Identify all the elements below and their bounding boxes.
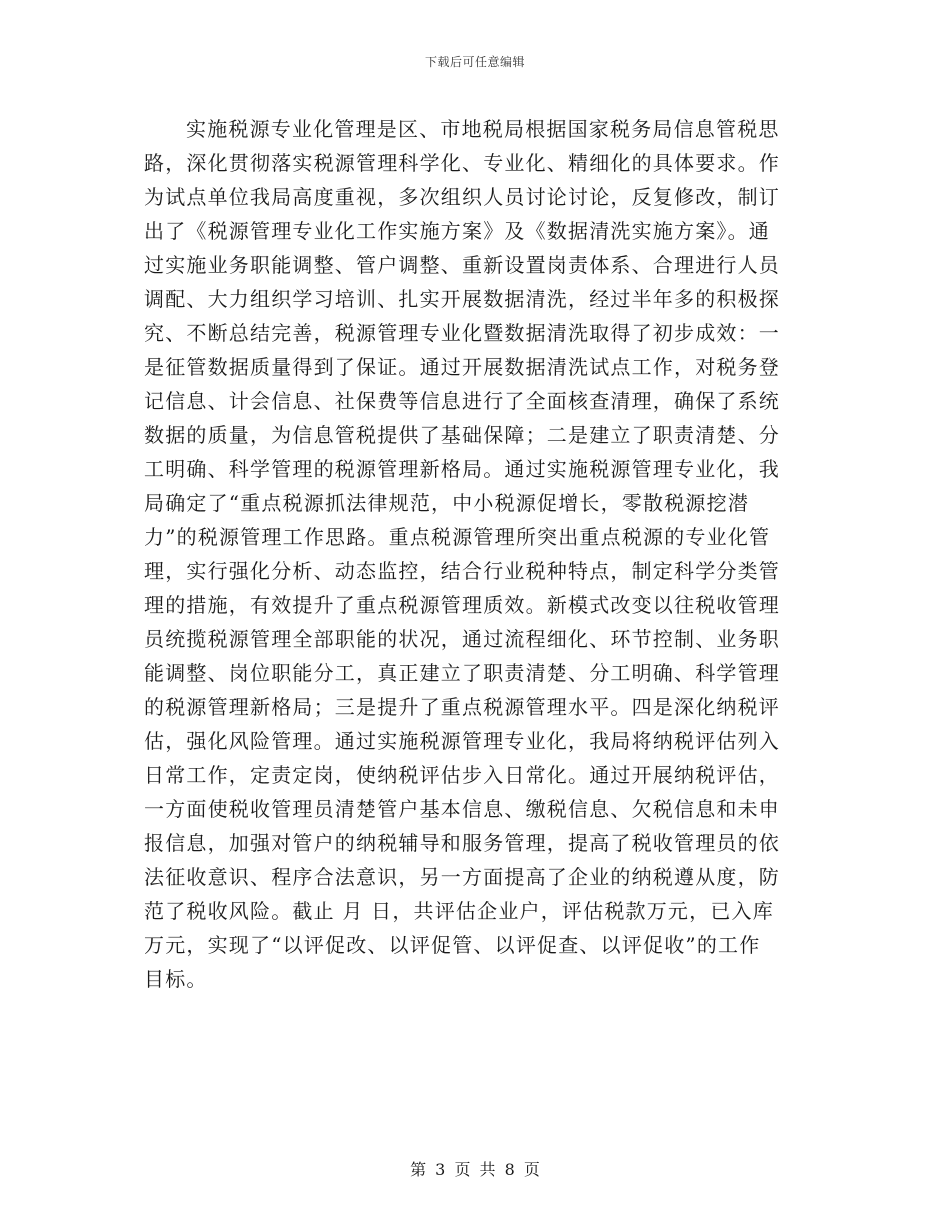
paragraph-line: 法征收意识、程序合法意识，另一方面提高了企业的纳税遵从度，防 [144, 865, 780, 889]
page-number-footer: 第 3 页 共 8 页 [410, 1160, 540, 1179]
paragraph-line: 员统揽税源管理全部职能的状况，通过流程细化、环节控制、业务职 [144, 627, 780, 651]
paragraph-line: 数据的质量，为信息管税提供了基础保障；二是建立了职责清楚、分 [144, 423, 780, 447]
paragraph-line: 理的措施，有效提升了重点税源管理质效。新模式改变以往税收管理 [144, 593, 780, 617]
paragraph-line: 调配、大力组织学习培训、扎实开展数据清洗，经过半年多的积极探 [144, 287, 780, 311]
paragraph-line: 的税源管理新格局；三是提升了重点税源管理水平。四是深化纳税评 [144, 695, 780, 719]
paragraph-line: 记信息、计会信息、社保费等信息进行了全面核查清理，确保了系统 [144, 389, 780, 413]
paragraph-line: 万元，实现了“以评促改、以评促管、以评促查、以评促收”的工作 [144, 933, 761, 957]
paragraph-line: 实施税源专业化管理是区、市地税局根据国家税务局信息管税思 [186, 117, 780, 141]
paragraph-line: 出了《税源管理专业化工作实施方案》及《数据清洗实施方案》。通 [144, 219, 770, 243]
paragraph-line: 为试点单位我局高度重视，多次组织人员讨论讨论，反复修改，制订 [144, 185, 780, 209]
body-paragraph [144, 112, 814, 996]
paragraph-line: 日常工作，定责定岗，使纳税评估步入日常化。通过开展纳税评估， [144, 763, 780, 787]
paragraph-line: 范了税收风险。截止 月 日，共评估企业户，评估税款万元，已入库 [144, 899, 774, 923]
paragraph-line: 过实施业务职能调整、管户调整、重新设置岗责体系、合理进行人员 [144, 253, 780, 277]
paragraph-line: 理，实行强化分析、动态监控，结合行业税种特点，制定科学分类管 [144, 559, 780, 583]
paragraph-line: 力”的税源管理工作思路。重点税源管理所突出重点税源的专业化管 [144, 525, 771, 549]
paragraph-line: 工明确、科学管理的税源管理新格局。通过实施税源管理专业化，我 [144, 457, 780, 481]
paragraph-line: 局确定了“重点税源抓法律规范，中小税源促增长，零散税源挖潜 [144, 491, 750, 515]
paragraph-line: 路，深化贯彻落实税源管理科学化、专业化、精细化的具体要求。作 [144, 151, 780, 175]
paragraph-line: 能调整、岗位职能分工，真正建立了职责清楚、分工明确、科学管理 [144, 661, 780, 685]
paragraph-line: 报信息，加强对管户的纳税辅导和服务管理，提高了税收管理员的依 [144, 831, 780, 855]
paragraph-line: 目标。 [144, 967, 208, 991]
paragraph-line: 估，强化风险管理。通过实施税源管理专业化，我局将纳税评估列入 [144, 729, 780, 753]
paragraph-line: 一方面使税收管理员清楚管户基本信息、缴税信息、欠税信息和未申 [144, 797, 780, 821]
paragraph-line: 究、不断总结完善，税源管理专业化暨数据清洗取得了初步成效：一 [144, 321, 780, 345]
paragraph-line: 是征管数据质量得到了保证。通过开展数据清洗试点工作，对税务登 [144, 355, 780, 379]
page-header: 下载后可任意编辑 [424, 55, 525, 69]
